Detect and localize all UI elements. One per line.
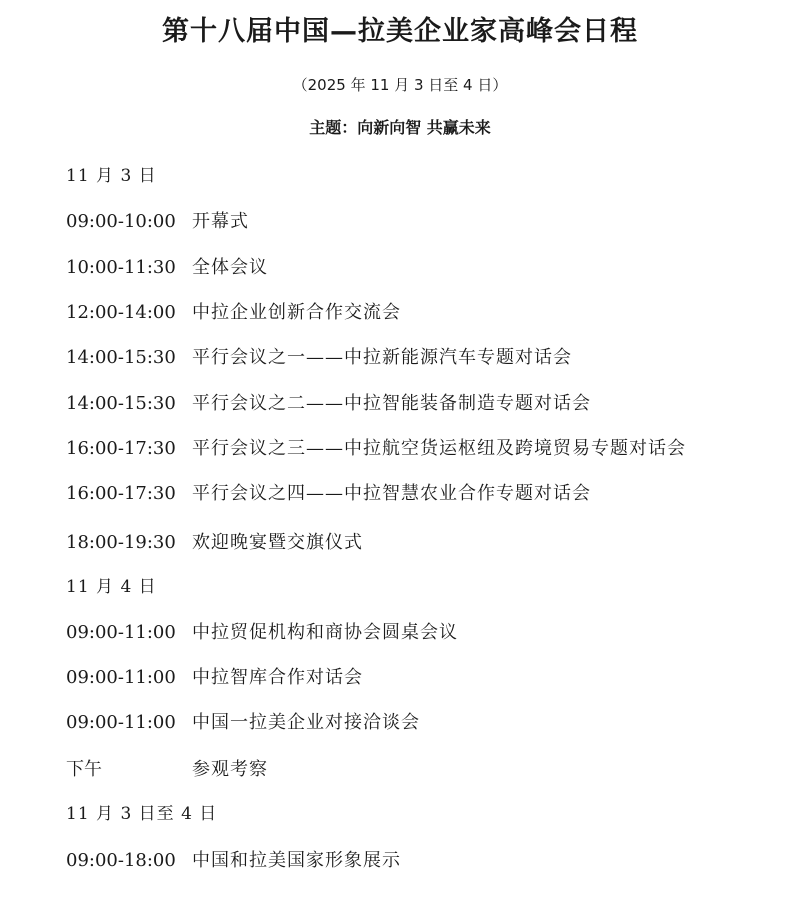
schedule-row: [66, 254, 268, 282]
row-event: 开幕式: [192, 211, 249, 232]
row-event: 中拉智库合作对话会: [192, 667, 363, 688]
row-event: 全体会议: [192, 257, 268, 278]
row-event: 中拉贸促机构和商协会圆桌会议: [192, 622, 458, 643]
row-event: 中国和拉美国家形象展示: [192, 850, 401, 871]
schedule-row: [66, 435, 686, 463]
day-heading-nov-3-4: 11 月 3 日至 4 日: [66, 804, 218, 824]
row-event: 中国一拉美企业对接洽谈会: [192, 712, 420, 733]
schedule-row: [66, 344, 572, 372]
row-event: 中拉企业创新合作交流会: [192, 302, 401, 323]
schedule-row: [66, 619, 458, 647]
row-event: 参观考察: [192, 759, 268, 780]
row-event: 平行会议之一——中拉新能源汽车专题对话会: [192, 347, 572, 368]
row-time: 16:00-17:30: [66, 483, 176, 504]
row-event: 平行会议之四——中拉智慧农业合作专题对话会: [192, 483, 591, 504]
schedule-row: [66, 664, 363, 692]
row-time: 18:00-19:30: [66, 532, 176, 553]
row-time: 09:00-11:00: [66, 712, 176, 733]
date-range: （2025 年 11 月 3 日至 4 日）: [292, 76, 508, 94]
row-time: 14:00-15:30: [66, 347, 176, 368]
row-time: 14:00-15:30: [66, 393, 176, 414]
row-time: 09:00-11:00: [66, 667, 176, 688]
day-heading-nov-4: 11 月 4 日: [66, 577, 157, 597]
schedule-row: [66, 390, 591, 418]
day-heading-nov-3: 11 月 3 日: [66, 166, 157, 186]
schedule-row: [66, 299, 401, 327]
schedule-row: [66, 709, 420, 737]
schedule-row: [66, 847, 401, 875]
row-time: 10:00-11:30: [66, 257, 176, 278]
theme-line: 主题：向新向智 共赢未来: [309, 118, 491, 137]
row-event: 欢迎晚宴暨交旗仪式: [192, 532, 363, 553]
row-time: 09:00-18:00: [66, 850, 176, 871]
row-time: 09:00-11:00: [66, 622, 176, 643]
schedule-row: [66, 208, 249, 236]
row-time: 16:00-17:30: [66, 438, 176, 459]
schedule-row: [66, 529, 363, 557]
row-event: 平行会议之三——中拉航空货运枢纽及跨境贸易专题对话会: [192, 438, 686, 459]
row-time: 12:00-14:00: [66, 302, 176, 323]
row-event: 平行会议之二——中拉智能装备制造专题对话会: [192, 393, 591, 414]
row-time: 09:00-10:00: [66, 211, 176, 232]
schedule-row: [66, 480, 591, 508]
page-title: 第十八届中国—拉美企业家高峰会日程: [162, 16, 638, 47]
row-time: 下午: [66, 759, 102, 780]
schedule-row: [66, 756, 268, 784]
